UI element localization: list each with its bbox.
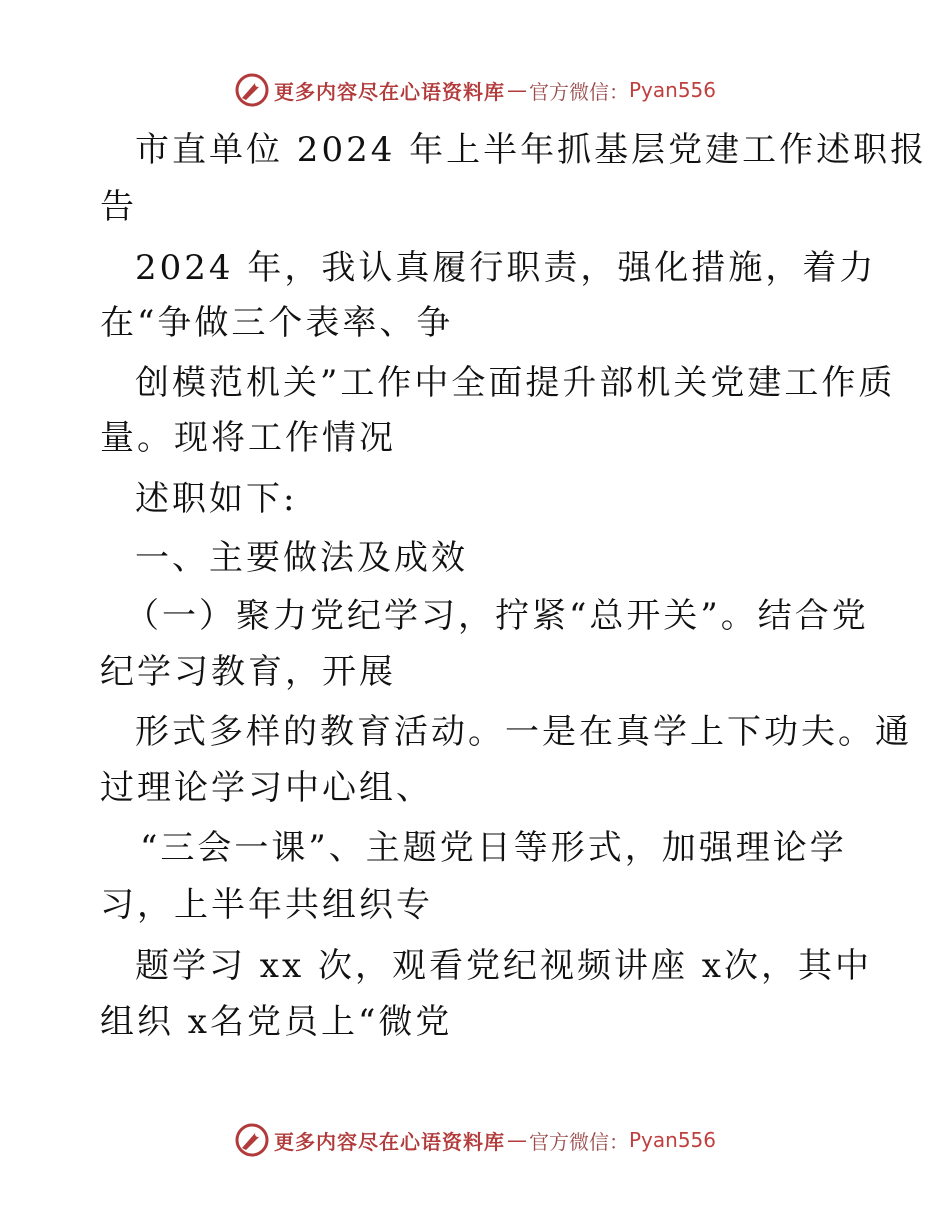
banner-main-text: 更多内容尽在心语资料库	[273, 79, 505, 104]
text-line: 组织 x名党员上“微党	[100, 1002, 453, 1042]
banner-wechat-id: Pyan556	[628, 78, 716, 102]
text-line: 过理论学习中心组、	[100, 768, 433, 808]
banner-separator: —	[506, 1128, 527, 1152]
text-line: 量。现将工作情况	[100, 418, 396, 458]
text-line: 2024 年，我认真履行职责，强化措施，着力	[135, 248, 877, 288]
text-line: “三会一课”、主题党日等形式，加强理论学	[140, 828, 847, 868]
ink-pen-logo-icon	[234, 1122, 270, 1158]
banner-wechat-label: 官方微信：	[528, 79, 629, 104]
text-line: 在“争做三个表率、争	[100, 303, 454, 343]
text-line: 创模范机关”工作中全面提升部机关党建工作质	[135, 363, 896, 403]
text-line: 习，上半年共组织专	[100, 885, 433, 925]
text-line: 题学习 xx 次，观看党纪视频讲座 x次，其中	[135, 946, 872, 986]
ink-pen-logo-icon	[234, 72, 270, 108]
text-line: 形式多样的教育活动。一是在真学上下功夫。通	[135, 712, 912, 752]
text-line: 述职如下:	[135, 479, 298, 519]
banner-main-text: 更多内容尽在心语资料库	[273, 1129, 505, 1154]
banner-separator: —	[506, 78, 527, 102]
section-heading: 一、主要做法及成效	[135, 538, 468, 578]
header-banner	[0, 70, 950, 110]
banner-wechat-label: 官方微信：	[528, 1129, 629, 1154]
text-line: 纪学习教育，开展	[100, 652, 396, 692]
banner-wechat-id: Pyan556	[628, 1128, 716, 1152]
text-line: （一）聚力党纪学习，拧紧“总开关”。结合党	[125, 596, 869, 636]
text-line: 告	[100, 187, 137, 227]
footer-banner	[0, 1120, 950, 1160]
text-line: 市直单位 2024 年上半年抓基层党建工作述职报	[135, 130, 928, 170]
